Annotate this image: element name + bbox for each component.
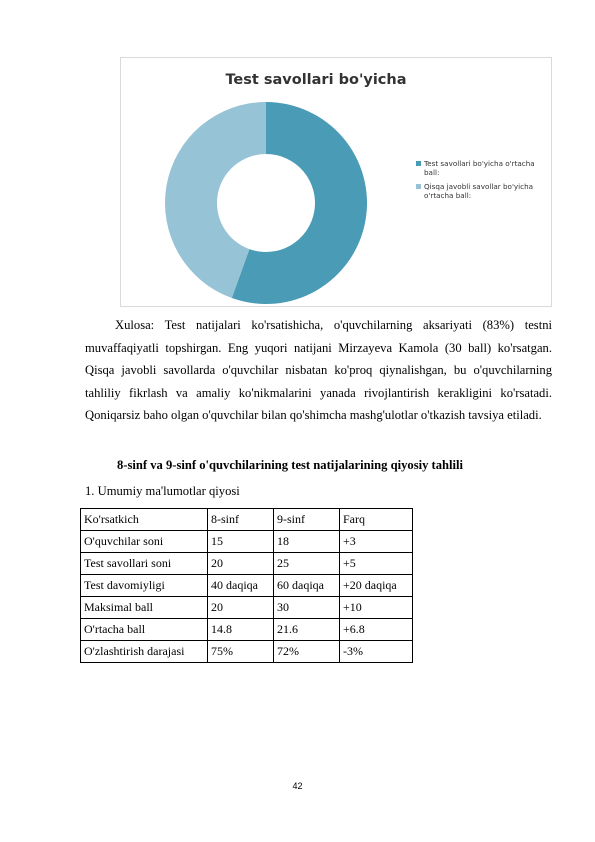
table-cell: +6.8 <box>340 619 413 641</box>
table-cell: 21.6 <box>274 619 340 641</box>
section-heading: 8-sinf va 9-sinf o'quvchilarining test natijalarining qiyosiy tahlili <box>117 458 464 472</box>
table-cell: +3 <box>340 531 413 553</box>
table-cell: 60 daqiqa <box>274 575 340 597</box>
table-cell: O'zlashtirish darajasi <box>81 641 208 663</box>
table-cell: +5 <box>340 553 413 575</box>
table-row <box>81 553 413 575</box>
table-cell: 20 <box>208 553 274 575</box>
page-number: 42 <box>292 781 303 791</box>
legend-item <box>416 159 551 177</box>
table-cell: O'quvchilar soni <box>81 531 208 553</box>
table-cell: 20 <box>208 597 274 619</box>
legend-label: Test savollari bo'yicha o'rtacha ball: <box>424 159 535 177</box>
legend-item <box>416 182 551 200</box>
subsection-heading: 1. Umumiy ma'lumotlar qiyosi <box>85 484 240 498</box>
legend-label: Qisqa javobli savollar bo'yicha o'rtacha ball: <box>424 182 534 200</box>
table-header-cell: Ko'rsatkich <box>81 509 208 531</box>
table-cell: Test davomiyligi <box>81 575 208 597</box>
comparison-table <box>80 508 413 663</box>
conclusion-paragraph: Xulosa: Test natijalari ko'rsatishicha, o'quvchilarning aksariyati (83%) testni muvaffaqiyatli topshirgan. Eng yuqori natijani Mirzayeva Kamola (30 ball) ko'rsatgan. Qisqa javobli savollarda o'quvchilar nisbatan ko'proq qiynalishgan, bu o'quvchilarning tahliliy fikrlash va amaliy ko'nikmalarini yanada rivojlantirish kerakligini ko'rsatadi. Qoniqarsiz baho olgan o'quvchilar bilan qo'shimcha mashg'ulotlar o'tkazish tavsiya etiladi. <box>85 318 552 422</box>
table-cell: -3% <box>340 641 413 663</box>
table-header-row <box>81 509 413 531</box>
legend-swatch <box>416 184 421 189</box>
table-cell: +20 daqiqa <box>340 575 413 597</box>
table-header-cell: Farq <box>340 509 413 531</box>
table-header-cell: 9-sinf <box>274 509 340 531</box>
chart-title: Test savollari bo'yicha <box>225 72 407 88</box>
table-row <box>81 619 413 641</box>
chart-container <box>120 57 552 307</box>
chart-legend <box>416 159 551 205</box>
table-row <box>81 531 413 553</box>
table-cell: O'rtacha ball <box>81 619 208 641</box>
table-cell: 30 <box>274 597 340 619</box>
table-cell: Maksimal ball <box>81 597 208 619</box>
table-cell: 40 daqiqa <box>208 575 274 597</box>
legend-swatch <box>416 161 421 166</box>
table-row <box>81 575 413 597</box>
table-cell: 25 <box>274 553 340 575</box>
table-cell: 18 <box>274 531 340 553</box>
table-row <box>81 597 413 619</box>
table-cell: +10 <box>340 597 413 619</box>
table-cell: 75% <box>208 641 274 663</box>
table-cell: Test savollari soni <box>81 553 208 575</box>
table-header-cell: 8-sinf <box>208 509 274 531</box>
table-cell: 14.8 <box>208 619 274 641</box>
table-cell: 72% <box>274 641 340 663</box>
table-row <box>81 641 413 663</box>
table-cell: 15 <box>208 531 274 553</box>
